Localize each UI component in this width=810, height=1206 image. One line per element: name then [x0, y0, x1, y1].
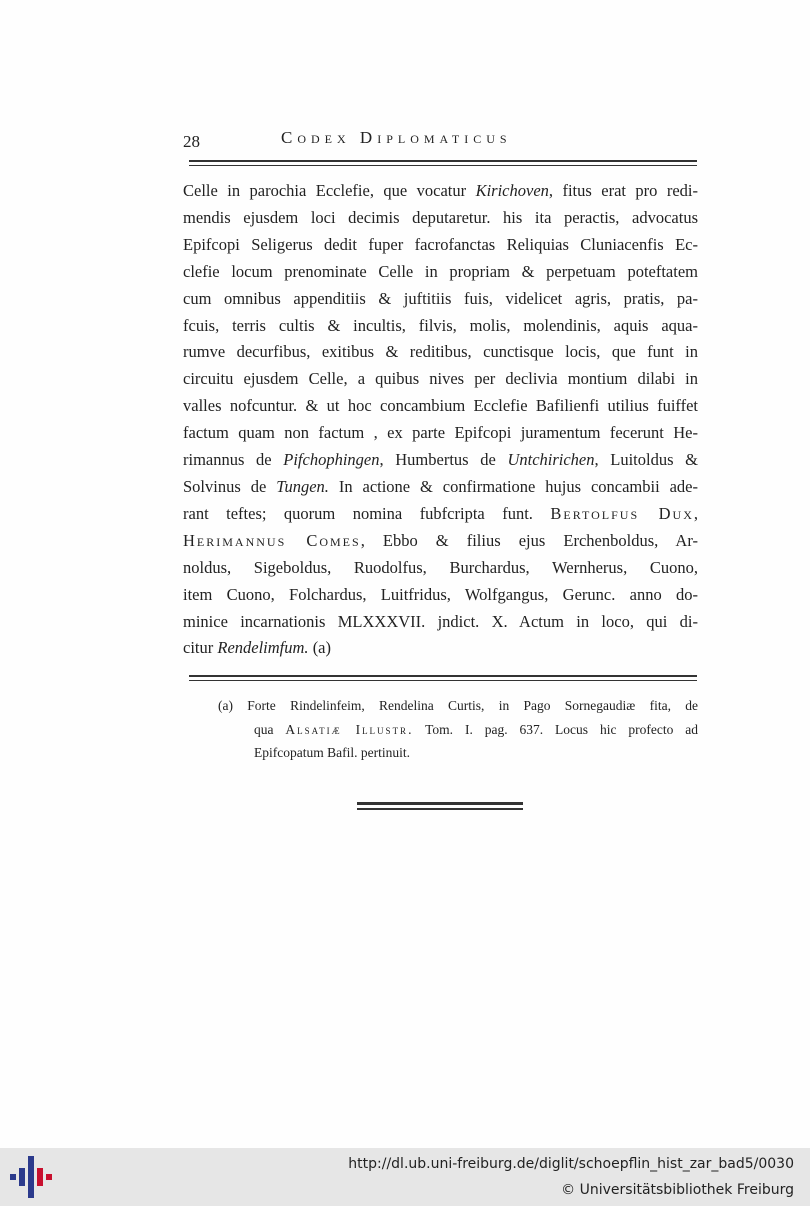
copyright-notice: © Universitätsbibliothek Freiburg	[561, 1182, 794, 1198]
body-line	[183, 178, 698, 205]
footnote-line	[218, 741, 698, 765]
text-segment: Epifcopatum Bafil. pertinuit.	[254, 745, 410, 760]
viewer-footer	[0, 1148, 810, 1206]
text-segment: Tom. I. pag. 637. Locus hic profecto ad	[413, 721, 698, 737]
body-line	[183, 259, 698, 286]
running-title: Codex Diplomaticus	[281, 128, 512, 147]
text-segment: Epifcopi Seligerus dedit fuper facrofanctas Reliquias Cluniacenfis Ec-	[183, 234, 698, 254]
body-line	[183, 313, 698, 340]
place-name: Pifchophingen	[283, 450, 380, 470]
text-segment: rant teftes; quorum nomina fubfcripta funt.	[183, 503, 551, 523]
body-line	[183, 447, 698, 474]
body-line	[183, 420, 698, 447]
text-segment: , Luitoldus &	[594, 450, 698, 470]
text-segment: rimannus de	[183, 450, 284, 470]
text-segment: rumve decurfibus, exitibus & reditibus, cunctisque locis, que funt in	[183, 342, 698, 362]
page-number: 28	[183, 132, 200, 151]
text-segment: cum omnibus appenditiis & juftitiis fuis, videlicet agris, pratis, pa-	[183, 288, 698, 308]
body-line	[183, 609, 698, 636]
body-line	[183, 205, 698, 232]
permalink-url[interactable]: http://dl.ub.uni-freiburg.de/diglit/schoepflin_hist_zar_bad5/0030	[348, 1156, 794, 1172]
place-name: Kirichoven	[475, 181, 549, 200]
body-line	[183, 555, 698, 582]
place-name: Tungen.	[276, 476, 329, 496]
person-name: Bertolfus Dux	[550, 503, 694, 523]
body-line	[183, 582, 698, 609]
text-segment: fcuis, terris cultis & incultis, filvis, molis, molendinis, aquis aqua-	[183, 315, 698, 335]
text-segment: circuitu ejusdem Celle, a quibus nives per declivia montium dilabi in	[183, 369, 698, 389]
body-line	[183, 501, 698, 528]
place-name: Untchirichen	[507, 450, 595, 470]
text-segment: factum quam non factum , ex parte Epifcopi juramentum fecerunt He-	[183, 423, 698, 443]
text-segment: , fitus erat pro redi-	[548, 181, 699, 200]
body-line	[183, 474, 698, 501]
text-segment: qua	[254, 721, 286, 737]
place-name: Rendelimfum.	[217, 638, 309, 658]
footnote	[218, 694, 698, 765]
footnote-rule	[189, 675, 697, 681]
text-segment: ,	[693, 503, 698, 523]
body-line	[183, 528, 698, 555]
text-segment: (a)	[308, 638, 332, 658]
text-segment: Celle in parochia Ecclefie, que vocatur	[183, 181, 476, 200]
body-line	[183, 286, 698, 313]
text-segment: valles nofcuntur. & ut hoc concambium Ecclefie Bafilienfi utilius fuiffet	[183, 396, 698, 416]
text-segment: In actione & confirmatione hujus concambii ade-	[328, 476, 698, 496]
text-segment: citur	[183, 638, 218, 658]
body-line	[183, 393, 698, 420]
text-segment: noldus, Sigeboldus, Ruodolfus, Burchardus, Wernherus, Cuono,	[183, 557, 698, 577]
ub-freiburg-logo-icon[interactable]	[10, 1156, 52, 1198]
footnote-line	[218, 718, 698, 742]
body-line	[183, 366, 698, 393]
text-segment: minice incarnationis MLXXXVII. jndict. X. Actum in loco, qui di-	[183, 611, 698, 631]
text-segment: (a) Forte Rindelinfeim, Rendelina Curtis, in Pago Sornegaudiæ fita, de	[218, 698, 698, 713]
text-segment: clefie locum prenominate Celle in propriam & perpetuam poteftatem	[183, 261, 698, 281]
text-segment: , Ebbo & filius ejus Erchenboldus, Ar-	[360, 530, 698, 550]
end-ornament	[357, 802, 523, 810]
text-segment: item Cuono, Folchardus, Luitfridus, Wolfgangus, Gerunc. anno do-	[183, 584, 698, 604]
body-line	[183, 339, 698, 366]
header-rule	[189, 160, 697, 166]
footnote-line	[218, 694, 698, 718]
person-name: Alsatiæ Illustr.	[285, 721, 414, 737]
text-segment: , Humbertus de	[379, 450, 508, 470]
person-name: Herimannus Comes	[183, 530, 361, 550]
text-segment: Solvinus de	[183, 476, 277, 496]
page-header	[183, 128, 698, 152]
text-segment: mendis ejusdem loci decimis deputaretur. his ita peractis, advocatus	[183, 207, 698, 227]
charter-text	[183, 178, 698, 662]
body-line	[183, 635, 698, 662]
body-line	[183, 232, 698, 259]
